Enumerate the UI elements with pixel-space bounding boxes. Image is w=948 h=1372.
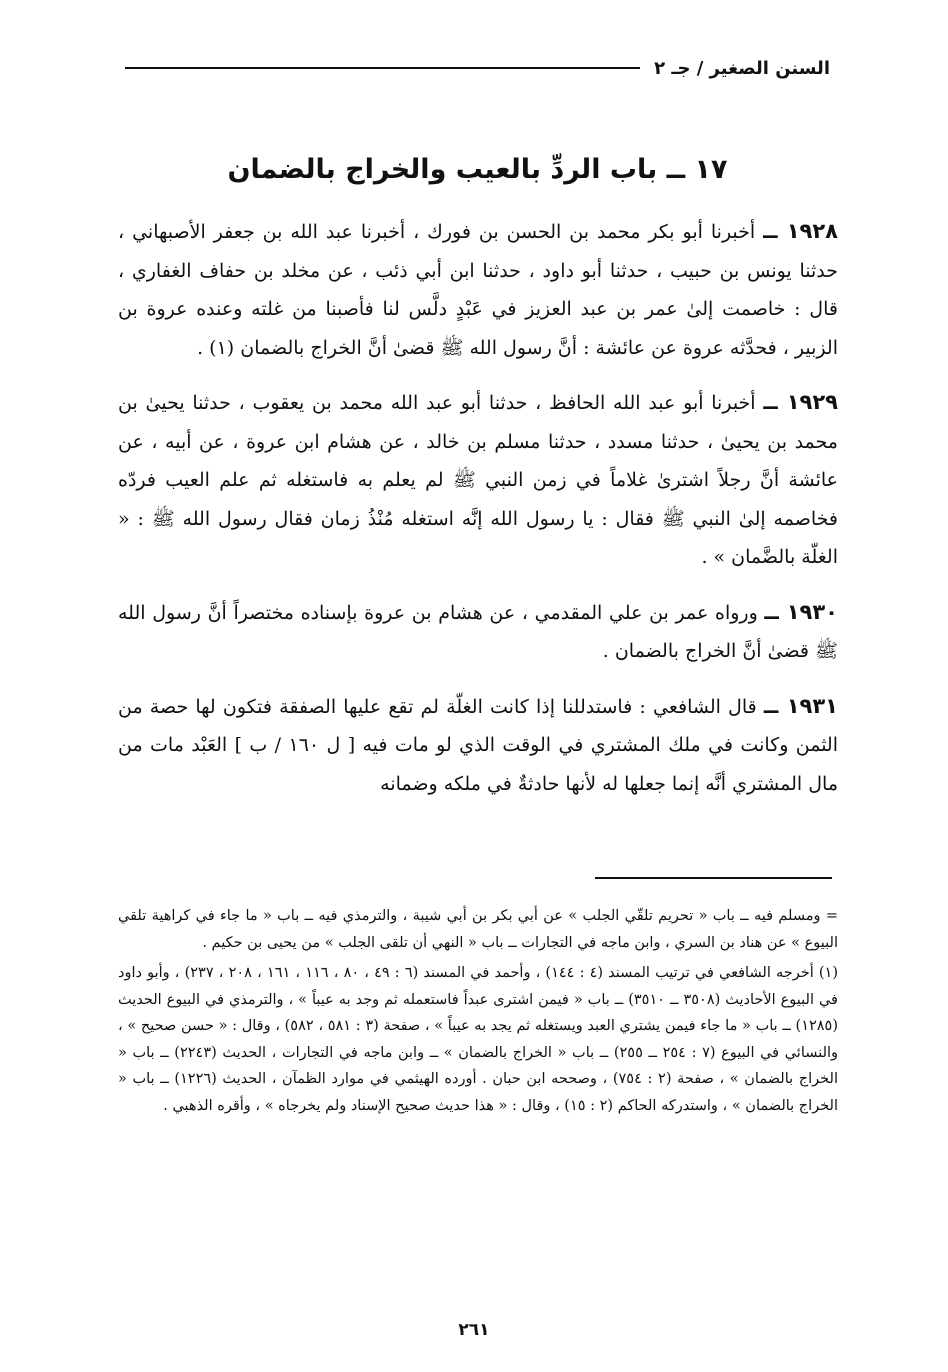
hadith-paragraph — [118, 593, 838, 671]
hadith-number: ١٩٣١ ــ — [763, 693, 838, 718]
hadith-body — [118, 212, 838, 819]
chapter-title: ١٧ ــ باب الردِّ بالعيب والخراج بالضمان — [227, 154, 728, 185]
hadith-text: أخبرنا أبو بكر محمد بن الحسن بن فورك ، أخبرنا عبد الله بن جعفر الأصبهاني ، حدثنا يونس بن حبيب ، حدثنا أبو داود ، حدثنا ابن أبي ذئب ، عن مخلد بن حفاف الغفاري ، قال : خاصمت إلىٰ عمر بن عبد العزيز في عَبْدٍ دلَّس لنا فأصبنا من غلته وعنده عروة بن الزبير ، فحدَّثه عروة عن عائشة : أنَّ رسول الله ﷺ قضىٰ أنَّ الخراج بالضمان (١) . — [118, 221, 838, 359]
hadith-paragraph — [118, 383, 838, 577]
footnote-1: (١) أخرجه الشافعي في ترتيب المسند (٤ : ١٤٤) ، وأحمد في المسند (٦ : ٤٩ ، ٨٠ ، ١١٦ ، ١٦١ ، ٢٠٨ ، ٢٣٧) ، وأبو داود في البيوع الأحاديث (٣٥٠٨ ــ ٣٥١٠) ــ باب « فيمن اشترى عبداً فاستعمله ثم وجد به عيباً » ، والترمذي في البيوع الحديث (١٢٨٥) ــ باب « ما جاء فيمن يشتري العبد ويستغله ثم يجد به عيباً » ، صفحة (٣ : ٥٨١ ، ٥٨٢) ، وقال : « حسن صحيح » ، والنسائي في البيوع (٧ : ٢٥٤ ــ ٢٥٥) ــ باب « الخراج بالضمان » ــ وابن ماجه في التجارات ، الحديث (٢٢٤٣) ــ باب « الخراج بالضمان » ، صفحة (٢ : ٧٥٤) ، وصححه ابن حبان . أورده الهيثمي في موارد الظمآن ، الحديث (١٢٢٦) ــ باب « الخراج بالضمان » ، واستدركه الحاكم (٢ : ١٥) ، وقال : « هذا حديث صحيح الإسناد ولم يخرجاه » ، وأقره الذهبي . — [118, 965, 839, 1114]
running-head — [125, 52, 830, 84]
page-number: ٢٦١ — [458, 1320, 490, 1340]
hadith-text: ورواه عمر بن علي المقدمي ، عن هشام بن عروة بإسناده مختصراً أنَّ رسول الله ﷺ قضىٰ أنَّ الخراج بالضمان . — [118, 601, 838, 662]
hadith-number: ١٩٢٨ ــ — [763, 219, 838, 243]
footnote-separator — [595, 877, 832, 879]
running-head-rule — [125, 67, 640, 69]
hadith-paragraph — [118, 212, 838, 367]
hadith-paragraph — [118, 687, 838, 804]
hadith-number: ١٩٢٩ ــ — [763, 390, 838, 414]
footnote-continuation: = ومسلم فيه ــ باب « تحريم تلقّي الجلب » عن أبي بكر بن أبي شيبة ، والترمذي فيه ــ باب « ما جاء في كراهية تلقي البيوع » عن هناد بن السري ، وابن ماجه في التجارات ــ باب « النهي أن تلقى الجلب » من يحيى بن حكيم . — [118, 908, 838, 951]
running-head-text: السنن الصغير / جـ ٢ — [654, 57, 830, 79]
hadith-text: قال الشافعي : فاستدللنا إذا كانت الغلّة لم تقع عليها الصفقة فتكون لها حصة من الثمن وكانت في ملك المشتري في الوقت الذي لو مات فيه [ ل ١٦٠ / ب ] العَبْد مات من مال المشتري أنَّه إنما جعلها له لأنها حادثةٌ في ملكه وضمانه — [118, 695, 839, 795]
hadith-text: أخبرنا أبو عبد الله الحافظ ، حدثنا أبو عبد الله محمد بن يعقوب ، حدثنا يحيىٰ بن محمد بن يحيىٰ ، حدثنا مسدد ، حدثنا مسلم بن خالد ، عن هشام ابن عروة ، عن أبيه ، عن عائشة أنَّ رجلاً اشترىٰ غلاماً في زمن النبي ﷺ لم يعلم به فاستغله ثم علم العيب فردّه فخاصمه إلىٰ النبي ﷺ فقال : يا رسول الله إنَّه استغله مُنْذُ زمان فقال رسول الله ﷺ : « الغلّة بالضَّمان » . — [118, 392, 838, 568]
footnotes — [118, 903, 838, 1123]
hadith-number: ١٩٣٠ ــ — [764, 599, 838, 624]
